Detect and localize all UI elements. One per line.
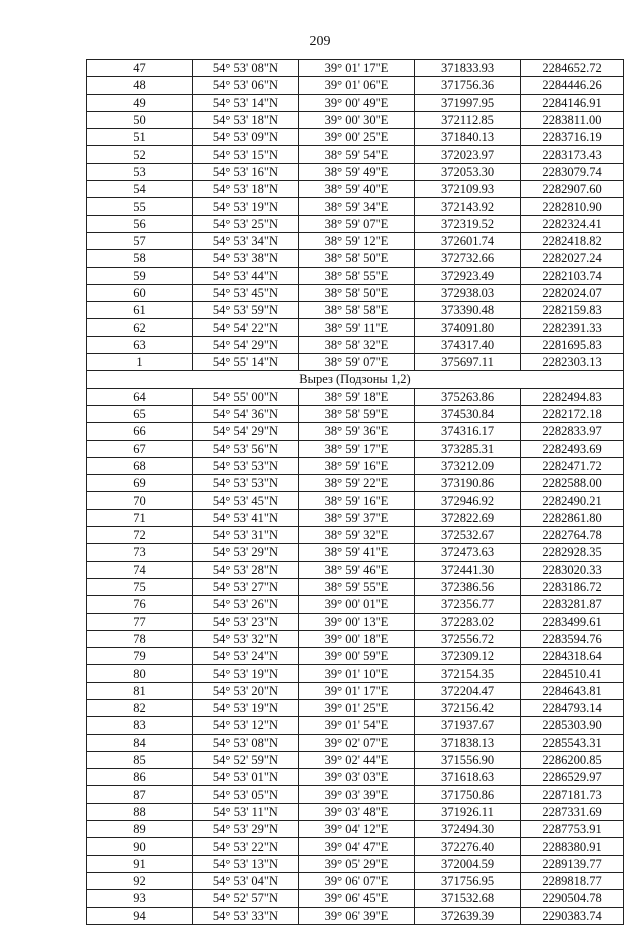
latitude-cell: 54° 52' 59"N (193, 751, 299, 768)
y-coordinate-cell: 2287181.73 (521, 786, 624, 803)
x-coordinate-cell: 372319.52 (415, 215, 521, 232)
table-row (87, 198, 624, 215)
latitude-cell: 54° 53' 56"N (193, 440, 299, 457)
longitude-cell: 38° 59' 22"E (299, 475, 415, 492)
longitude-cell: 38° 59' 40"E (299, 181, 415, 198)
x-coordinate-cell: 372732.66 (415, 250, 521, 267)
x-coordinate-cell: 371997.95 (415, 94, 521, 111)
point-number-cell: 64 (87, 388, 193, 405)
x-coordinate-cell: 372386.56 (415, 578, 521, 595)
table-row (87, 872, 624, 889)
point-number-cell: 65 (87, 405, 193, 422)
x-coordinate-cell: 372946.92 (415, 492, 521, 509)
latitude-cell: 54° 53' 13"N (193, 855, 299, 872)
x-coordinate-cell: 372204.47 (415, 682, 521, 699)
point-number-cell: 73 (87, 544, 193, 561)
point-number-cell: 59 (87, 267, 193, 284)
latitude-cell: 54° 53' 32"N (193, 630, 299, 647)
point-number-cell: 90 (87, 838, 193, 855)
latitude-cell: 54° 54' 29"N (193, 336, 299, 353)
longitude-cell: 39° 06' 07"E (299, 872, 415, 889)
table-row (87, 457, 624, 474)
y-coordinate-cell: 2286529.97 (521, 769, 624, 786)
longitude-cell: 39° 03' 48"E (299, 803, 415, 820)
x-coordinate-cell: 371750.86 (415, 786, 521, 803)
table-row (87, 336, 624, 353)
y-coordinate-cell: 2282588.00 (521, 475, 624, 492)
y-coordinate-cell: 2283173.43 (521, 146, 624, 163)
longitude-cell: 39° 04' 47"E (299, 838, 415, 855)
x-coordinate-cell: 372532.67 (415, 527, 521, 544)
table-row (87, 146, 624, 163)
table-row (87, 302, 624, 319)
table-row (87, 648, 624, 665)
latitude-cell: 54° 55' 14"N (193, 354, 299, 371)
longitude-cell: 38° 59' 18"E (299, 388, 415, 405)
latitude-cell: 54° 53' 24"N (193, 648, 299, 665)
longitude-cell: 39° 00' 59"E (299, 648, 415, 665)
y-coordinate-cell: 2282159.83 (521, 302, 624, 319)
y-coordinate-cell: 2288380.91 (521, 838, 624, 855)
table-row (87, 232, 624, 249)
point-number-cell: 54 (87, 181, 193, 198)
latitude-cell: 54° 53' 41"N (193, 509, 299, 526)
table-row (87, 751, 624, 768)
y-coordinate-cell: 2281695.83 (521, 336, 624, 353)
point-number-cell: 53 (87, 163, 193, 180)
latitude-cell: 54° 53' 26"N (193, 596, 299, 613)
y-coordinate-cell: 2284652.72 (521, 60, 624, 77)
y-coordinate-cell: 2283020.33 (521, 561, 624, 578)
latitude-cell: 54° 53' 59"N (193, 302, 299, 319)
latitude-cell: 54° 53' 34"N (193, 232, 299, 249)
y-coordinate-cell: 2282928.35 (521, 544, 624, 561)
longitude-cell: 39° 00' 18"E (299, 630, 415, 647)
latitude-cell: 54° 53' 19"N (193, 198, 299, 215)
table-row (87, 544, 624, 561)
y-coordinate-cell: 2290504.78 (521, 890, 624, 907)
x-coordinate-cell: 372023.97 (415, 146, 521, 163)
x-coordinate-cell: 371556.90 (415, 751, 521, 768)
point-number-cell: 62 (87, 319, 193, 336)
latitude-cell: 54° 54' 36"N (193, 405, 299, 422)
longitude-cell: 38° 59' 55"E (299, 578, 415, 595)
latitude-cell: 54° 53' 25"N (193, 215, 299, 232)
latitude-cell: 54° 53' 15"N (193, 146, 299, 163)
latitude-cell: 54° 53' 53"N (193, 457, 299, 474)
x-coordinate-cell: 372556.72 (415, 630, 521, 647)
x-coordinate-cell: 372004.59 (415, 855, 521, 872)
x-coordinate-cell: 374317.40 (415, 336, 521, 353)
point-number-cell: 94 (87, 907, 193, 924)
point-number-cell: 51 (87, 129, 193, 146)
y-coordinate-cell: 2282907.60 (521, 181, 624, 198)
y-coordinate-cell: 2282418.82 (521, 232, 624, 249)
longitude-cell: 38° 59' 49"E (299, 163, 415, 180)
longitude-cell: 39° 00' 01"E (299, 596, 415, 613)
longitude-cell: 38° 59' 34"E (299, 198, 415, 215)
point-number-cell: 85 (87, 751, 193, 768)
longitude-cell: 38° 59' 07"E (299, 215, 415, 232)
table-row (87, 613, 624, 630)
latitude-cell: 54° 53' 14"N (193, 94, 299, 111)
longitude-cell: 38° 58' 58"E (299, 302, 415, 319)
x-coordinate-cell: 373190.86 (415, 475, 521, 492)
table-row (87, 267, 624, 284)
latitude-cell: 54° 53' 38"N (193, 250, 299, 267)
x-coordinate-cell: 372441.30 (415, 561, 521, 578)
x-coordinate-cell: 372053.30 (415, 163, 521, 180)
point-number-cell: 48 (87, 77, 193, 94)
y-coordinate-cell: 2283594.76 (521, 630, 624, 647)
table-row (87, 475, 624, 492)
y-coordinate-cell: 2282493.69 (521, 440, 624, 457)
table-row (87, 665, 624, 682)
y-coordinate-cell: 2282471.72 (521, 457, 624, 474)
point-number-cell: 55 (87, 198, 193, 215)
y-coordinate-cell: 2282027.24 (521, 250, 624, 267)
table-row (87, 423, 624, 440)
x-coordinate-cell: 374091.80 (415, 319, 521, 336)
table-row (87, 561, 624, 578)
latitude-cell: 54° 53' 08"N (193, 734, 299, 751)
table-row (87, 181, 624, 198)
point-number-cell: 60 (87, 284, 193, 301)
longitude-cell: 38° 59' 36"E (299, 423, 415, 440)
x-coordinate-cell: 374316.17 (415, 423, 521, 440)
point-number-cell: 71 (87, 509, 193, 526)
y-coordinate-cell: 2283811.00 (521, 111, 624, 128)
point-number-cell: 92 (87, 872, 193, 889)
table-row (87, 527, 624, 544)
y-coordinate-cell: 2283499.61 (521, 613, 624, 630)
latitude-cell: 54° 53' 18"N (193, 181, 299, 198)
latitude-cell: 54° 53' 22"N (193, 838, 299, 855)
longitude-cell: 39° 00' 25"E (299, 129, 415, 146)
x-coordinate-cell: 372473.63 (415, 544, 521, 561)
x-coordinate-cell: 371833.93 (415, 60, 521, 77)
latitude-cell: 54° 53' 05"N (193, 786, 299, 803)
x-coordinate-cell: 372923.49 (415, 267, 521, 284)
longitude-cell: 39° 02' 07"E (299, 734, 415, 751)
point-number-cell: 56 (87, 215, 193, 232)
latitude-cell: 54° 53' 19"N (193, 665, 299, 682)
x-coordinate-cell: 371840.13 (415, 129, 521, 146)
point-number-cell: 58 (87, 250, 193, 267)
latitude-cell: 54° 53' 44"N (193, 267, 299, 284)
x-coordinate-cell: 372309.12 (415, 648, 521, 665)
x-coordinate-cell: 372283.02 (415, 613, 521, 630)
latitude-cell: 54° 54' 29"N (193, 423, 299, 440)
latitude-cell: 54° 54' 22"N (193, 319, 299, 336)
x-coordinate-cell: 371532.68 (415, 890, 521, 907)
x-coordinate-cell: 372601.74 (415, 232, 521, 249)
x-coordinate-cell: 371926.11 (415, 803, 521, 820)
longitude-cell: 39° 01' 06"E (299, 77, 415, 94)
x-coordinate-cell: 372109.93 (415, 181, 521, 198)
table-row (87, 769, 624, 786)
table-row (87, 596, 624, 613)
latitude-cell: 54° 53' 29"N (193, 821, 299, 838)
latitude-cell: 54° 53' 18"N (193, 111, 299, 128)
longitude-cell: 39° 00' 30"E (299, 111, 415, 128)
x-coordinate-cell: 372639.39 (415, 907, 521, 924)
y-coordinate-cell: 2282494.83 (521, 388, 624, 405)
table-row (87, 699, 624, 716)
point-number-cell: 91 (87, 855, 193, 872)
table-row (87, 821, 624, 838)
longitude-cell: 38° 58' 55"E (299, 267, 415, 284)
point-number-cell: 47 (87, 60, 193, 77)
table-row (87, 440, 624, 457)
point-number-cell: 80 (87, 665, 193, 682)
longitude-cell: 39° 01' 25"E (299, 699, 415, 716)
y-coordinate-cell: 2286200.85 (521, 751, 624, 768)
point-number-cell: 57 (87, 232, 193, 249)
latitude-cell: 54° 53' 11"N (193, 803, 299, 820)
point-number-cell: 93 (87, 890, 193, 907)
x-coordinate-cell: 371756.36 (415, 77, 521, 94)
x-coordinate-cell: 372143.92 (415, 198, 521, 215)
point-number-cell: 88 (87, 803, 193, 820)
table-row (87, 284, 624, 301)
longitude-cell: 39° 06' 45"E (299, 890, 415, 907)
point-number-cell: 1 (87, 354, 193, 371)
table-row (87, 630, 624, 647)
table-row (87, 319, 624, 336)
point-number-cell: 61 (87, 302, 193, 319)
y-coordinate-cell: 2282833.97 (521, 423, 624, 440)
table-row (87, 60, 624, 77)
latitude-cell: 54° 53' 12"N (193, 717, 299, 734)
y-coordinate-cell: 2283079.74 (521, 163, 624, 180)
y-coordinate-cell: 2287331.69 (521, 803, 624, 820)
longitude-cell: 39° 01' 17"E (299, 60, 415, 77)
latitude-cell: 54° 53' 29"N (193, 544, 299, 561)
page-number: 209 (309, 34, 331, 49)
latitude-cell: 54° 53' 53"N (193, 475, 299, 492)
longitude-cell: 39° 01' 17"E (299, 682, 415, 699)
x-coordinate-cell: 372154.35 (415, 665, 521, 682)
section-row (87, 371, 624, 388)
point-number-cell: 79 (87, 648, 193, 665)
point-number-cell: 70 (87, 492, 193, 509)
longitude-cell: 39° 05' 29"E (299, 855, 415, 872)
point-number-cell: 68 (87, 457, 193, 474)
longitude-cell: 38° 58' 50"E (299, 250, 415, 267)
x-coordinate-cell: 372156.42 (415, 699, 521, 716)
y-coordinate-cell: 2282303.13 (521, 354, 624, 371)
latitude-cell: 54° 53' 09"N (193, 129, 299, 146)
y-coordinate-cell: 2282810.90 (521, 198, 624, 215)
y-coordinate-cell: 2284318.64 (521, 648, 624, 665)
latitude-cell: 54° 53' 04"N (193, 872, 299, 889)
y-coordinate-cell: 2284643.81 (521, 682, 624, 699)
longitude-cell: 39° 03' 03"E (299, 769, 415, 786)
y-coordinate-cell: 2285543.31 (521, 734, 624, 751)
y-coordinate-cell: 2282324.41 (521, 215, 624, 232)
y-coordinate-cell: 2283716.19 (521, 129, 624, 146)
point-number-cell: 72 (87, 527, 193, 544)
table-row (87, 354, 624, 371)
table-row (87, 129, 624, 146)
y-coordinate-cell: 2290383.74 (521, 907, 624, 924)
point-number-cell: 76 (87, 596, 193, 613)
longitude-cell: 38° 59' 41"E (299, 544, 415, 561)
x-coordinate-cell: 374530.84 (415, 405, 521, 422)
x-coordinate-cell: 372938.03 (415, 284, 521, 301)
y-coordinate-cell: 2284793.14 (521, 699, 624, 716)
longitude-cell: 39° 00' 49"E (299, 94, 415, 111)
y-coordinate-cell: 2284510.41 (521, 665, 624, 682)
latitude-cell: 54° 53' 23"N (193, 613, 299, 630)
point-number-cell: 75 (87, 578, 193, 595)
longitude-cell: 38° 58' 32"E (299, 336, 415, 353)
longitude-cell: 39° 01' 54"E (299, 717, 415, 734)
latitude-cell: 54° 52' 57"N (193, 890, 299, 907)
y-coordinate-cell: 2282172.18 (521, 405, 624, 422)
longitude-cell: 39° 01' 10"E (299, 665, 415, 682)
latitude-cell: 54° 53' 06"N (193, 77, 299, 94)
point-number-cell: 84 (87, 734, 193, 751)
table-row (87, 907, 624, 924)
longitude-cell: 38° 59' 37"E (299, 509, 415, 526)
x-coordinate-cell: 371756.95 (415, 872, 521, 889)
point-number-cell: 52 (87, 146, 193, 163)
y-coordinate-cell: 2283186.72 (521, 578, 624, 595)
latitude-cell: 54° 53' 45"N (193, 492, 299, 509)
latitude-cell: 54° 53' 33"N (193, 907, 299, 924)
longitude-cell: 38° 58' 50"E (299, 284, 415, 301)
point-number-cell: 87 (87, 786, 193, 803)
table-row (87, 890, 624, 907)
y-coordinate-cell: 2283281.87 (521, 596, 624, 613)
table-row (87, 111, 624, 128)
y-coordinate-cell: 2282764.78 (521, 527, 624, 544)
y-coordinate-cell: 2284146.91 (521, 94, 624, 111)
longitude-cell: 38° 59' 46"E (299, 561, 415, 578)
point-number-cell: 50 (87, 111, 193, 128)
table-row (87, 838, 624, 855)
point-number-cell: 74 (87, 561, 193, 578)
latitude-cell: 54° 53' 45"N (193, 284, 299, 301)
table-row (87, 250, 624, 267)
table-row (87, 492, 624, 509)
coordinates-table (86, 59, 624, 925)
table-row (87, 163, 624, 180)
y-coordinate-cell: 2282103.74 (521, 267, 624, 284)
table-row (87, 786, 624, 803)
point-number-cell: 63 (87, 336, 193, 353)
latitude-cell: 54° 55' 00"N (193, 388, 299, 405)
longitude-cell: 38° 59' 12"E (299, 232, 415, 249)
x-coordinate-cell: 372356.77 (415, 596, 521, 613)
y-coordinate-cell: 2289818.77 (521, 872, 624, 889)
point-number-cell: 78 (87, 630, 193, 647)
longitude-cell: 39° 02' 44"E (299, 751, 415, 768)
longitude-cell: 38° 59' 17"E (299, 440, 415, 457)
y-coordinate-cell: 2284446.26 (521, 77, 624, 94)
x-coordinate-cell: 371937.67 (415, 717, 521, 734)
x-coordinate-cell: 372822.69 (415, 509, 521, 526)
point-number-cell: 67 (87, 440, 193, 457)
x-coordinate-cell: 375263.86 (415, 388, 521, 405)
coordinates-table-body (87, 60, 624, 925)
point-number-cell: 86 (87, 769, 193, 786)
x-coordinate-cell: 372276.40 (415, 838, 521, 855)
latitude-cell: 54° 53' 01"N (193, 769, 299, 786)
longitude-cell: 38° 59' 16"E (299, 492, 415, 509)
table-row (87, 509, 624, 526)
x-coordinate-cell: 373390.48 (415, 302, 521, 319)
longitude-cell: 38° 59' 11"E (299, 319, 415, 336)
longitude-cell: 38° 58' 59"E (299, 405, 415, 422)
x-coordinate-cell: 373285.31 (415, 440, 521, 457)
y-coordinate-cell: 2289139.77 (521, 855, 624, 872)
longitude-cell: 39° 04' 12"E (299, 821, 415, 838)
x-coordinate-cell: 372494.30 (415, 821, 521, 838)
latitude-cell: 54° 53' 28"N (193, 561, 299, 578)
table-row (87, 405, 624, 422)
point-number-cell: 83 (87, 717, 193, 734)
point-number-cell: 77 (87, 613, 193, 630)
longitude-cell: 39° 06' 39"E (299, 907, 415, 924)
longitude-cell: 39° 00' 13"E (299, 613, 415, 630)
table-row (87, 215, 624, 232)
x-coordinate-cell: 372112.85 (415, 111, 521, 128)
x-coordinate-cell: 375697.11 (415, 354, 521, 371)
table-row (87, 803, 624, 820)
table-row (87, 578, 624, 595)
table-row (87, 388, 624, 405)
table-row (87, 77, 624, 94)
point-number-cell: 69 (87, 475, 193, 492)
latitude-cell: 54° 53' 08"N (193, 60, 299, 77)
longitude-cell: 38° 59' 54"E (299, 146, 415, 163)
longitude-cell: 38° 59' 07"E (299, 354, 415, 371)
longitude-cell: 38° 59' 32"E (299, 527, 415, 544)
point-number-cell: 89 (87, 821, 193, 838)
x-coordinate-cell: 373212.09 (415, 457, 521, 474)
longitude-cell: 39° 03' 39"E (299, 786, 415, 803)
latitude-cell: 54° 53' 19"N (193, 699, 299, 716)
y-coordinate-cell: 2282024.07 (521, 284, 624, 301)
latitude-cell: 54° 53' 20"N (193, 682, 299, 699)
y-coordinate-cell: 2285303.90 (521, 717, 624, 734)
point-number-cell: 81 (87, 682, 193, 699)
y-coordinate-cell: 2282861.80 (521, 509, 624, 526)
latitude-cell: 54° 53' 31"N (193, 527, 299, 544)
latitude-cell: 54° 53' 16"N (193, 163, 299, 180)
point-number-cell: 49 (87, 94, 193, 111)
table-row (87, 717, 624, 734)
table-row (87, 682, 624, 699)
y-coordinate-cell: 2282490.21 (521, 492, 624, 509)
point-number-cell: 66 (87, 423, 193, 440)
table-row (87, 734, 624, 751)
x-coordinate-cell: 371838.13 (415, 734, 521, 751)
point-number-cell: 82 (87, 699, 193, 716)
y-coordinate-cell: 2282391.33 (521, 319, 624, 336)
x-coordinate-cell: 371618.63 (415, 769, 521, 786)
longitude-cell: 38° 59' 16"E (299, 457, 415, 474)
table-row (87, 94, 624, 111)
section-title: Вырез (Подзоны 1,2) (87, 371, 624, 388)
y-coordinate-cell: 2287753.91 (521, 821, 624, 838)
latitude-cell: 54° 53' 27"N (193, 578, 299, 595)
table-row (87, 855, 624, 872)
